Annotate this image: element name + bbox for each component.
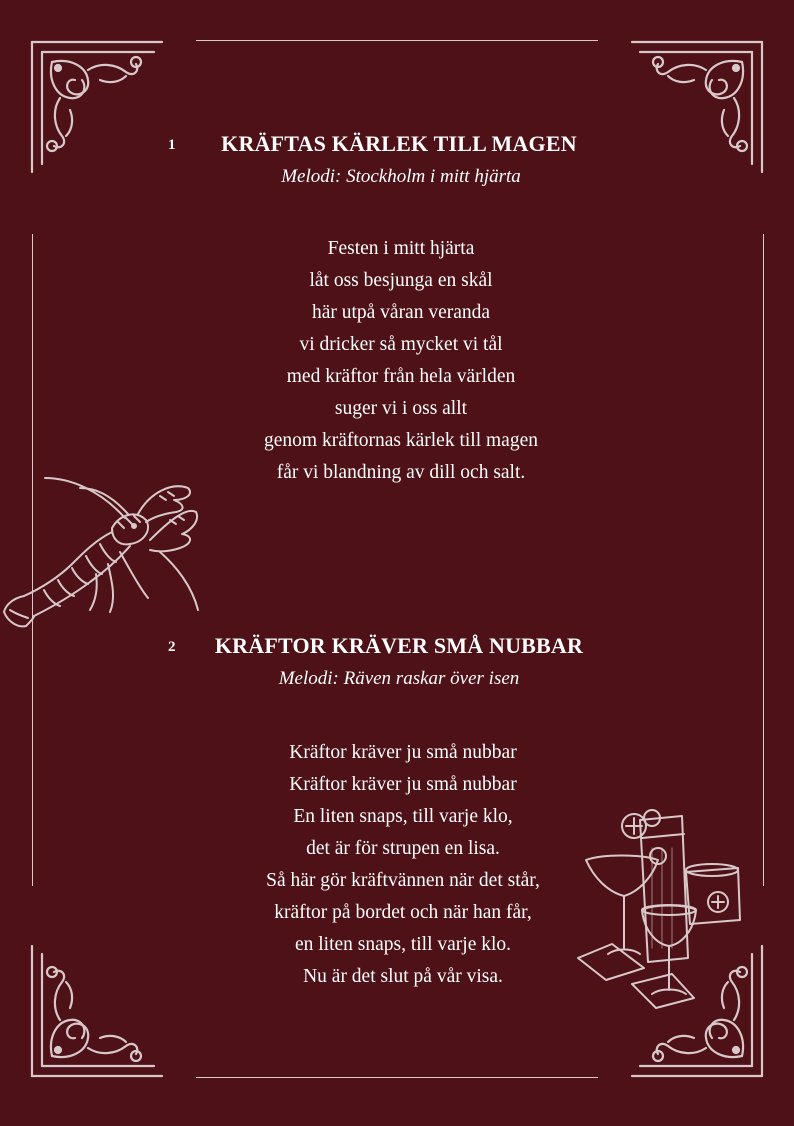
verse-line: genom kräftornas kärlek till magen bbox=[264, 430, 538, 451]
verse-line: Kräftor kräver ju små nubbar bbox=[289, 774, 517, 795]
song-1-verse bbox=[0, 233, 794, 489]
top-border-line bbox=[196, 40, 598, 41]
verse-line: kräftor på bordet och när han får, bbox=[274, 902, 532, 923]
crayfish-illustration bbox=[0, 470, 210, 640]
song-2-title: KRÄFTOR KRÄVER SMÅ NUBBAR bbox=[214, 633, 584, 658]
song-1-title: KRÄFTAS KÄRLEK TILL MAGEN bbox=[221, 131, 577, 156]
bottom-border-line bbox=[196, 1077, 598, 1078]
verse-line: med kräftor från hela världen bbox=[286, 366, 516, 387]
verse-line: Nu är det slut på vår visa. bbox=[303, 966, 503, 987]
verse-line: Festen i mitt hjärta bbox=[327, 238, 475, 259]
song-2-number: 2 bbox=[168, 639, 176, 655]
verse-line: Så här gör kräftvännen när det står, bbox=[266, 870, 540, 891]
verse-line: vi dricker så mycket vi tål bbox=[299, 334, 503, 355]
verse-line: låt oss besjunga en skål bbox=[309, 270, 493, 291]
verse-line: En liten snaps, till varje klo, bbox=[293, 806, 513, 827]
verse-line: får vi blandning av dill och salt. bbox=[276, 462, 526, 483]
cocktail-illustration bbox=[572, 808, 752, 1018]
verse-line: en liten snaps, till varje klo. bbox=[294, 934, 512, 955]
song-1-melody: Melodi: Stockholm i mitt hjärta bbox=[281, 166, 521, 187]
verse-line: det är för strupen en lisa. bbox=[306, 838, 500, 859]
song-2-melody: Melodi: Räven raskar över isen bbox=[278, 668, 520, 689]
song-1-number: 1 bbox=[168, 137, 176, 153]
crayfish-icon bbox=[0, 470, 210, 640]
verse-line: här utpå våran veranda bbox=[311, 302, 491, 323]
verse-line: suger vi i oss allt bbox=[334, 398, 468, 419]
verse-line: Kräftor kräver ju små nubbar bbox=[289, 742, 517, 763]
cocktail-glasses-icon bbox=[572, 808, 752, 1018]
